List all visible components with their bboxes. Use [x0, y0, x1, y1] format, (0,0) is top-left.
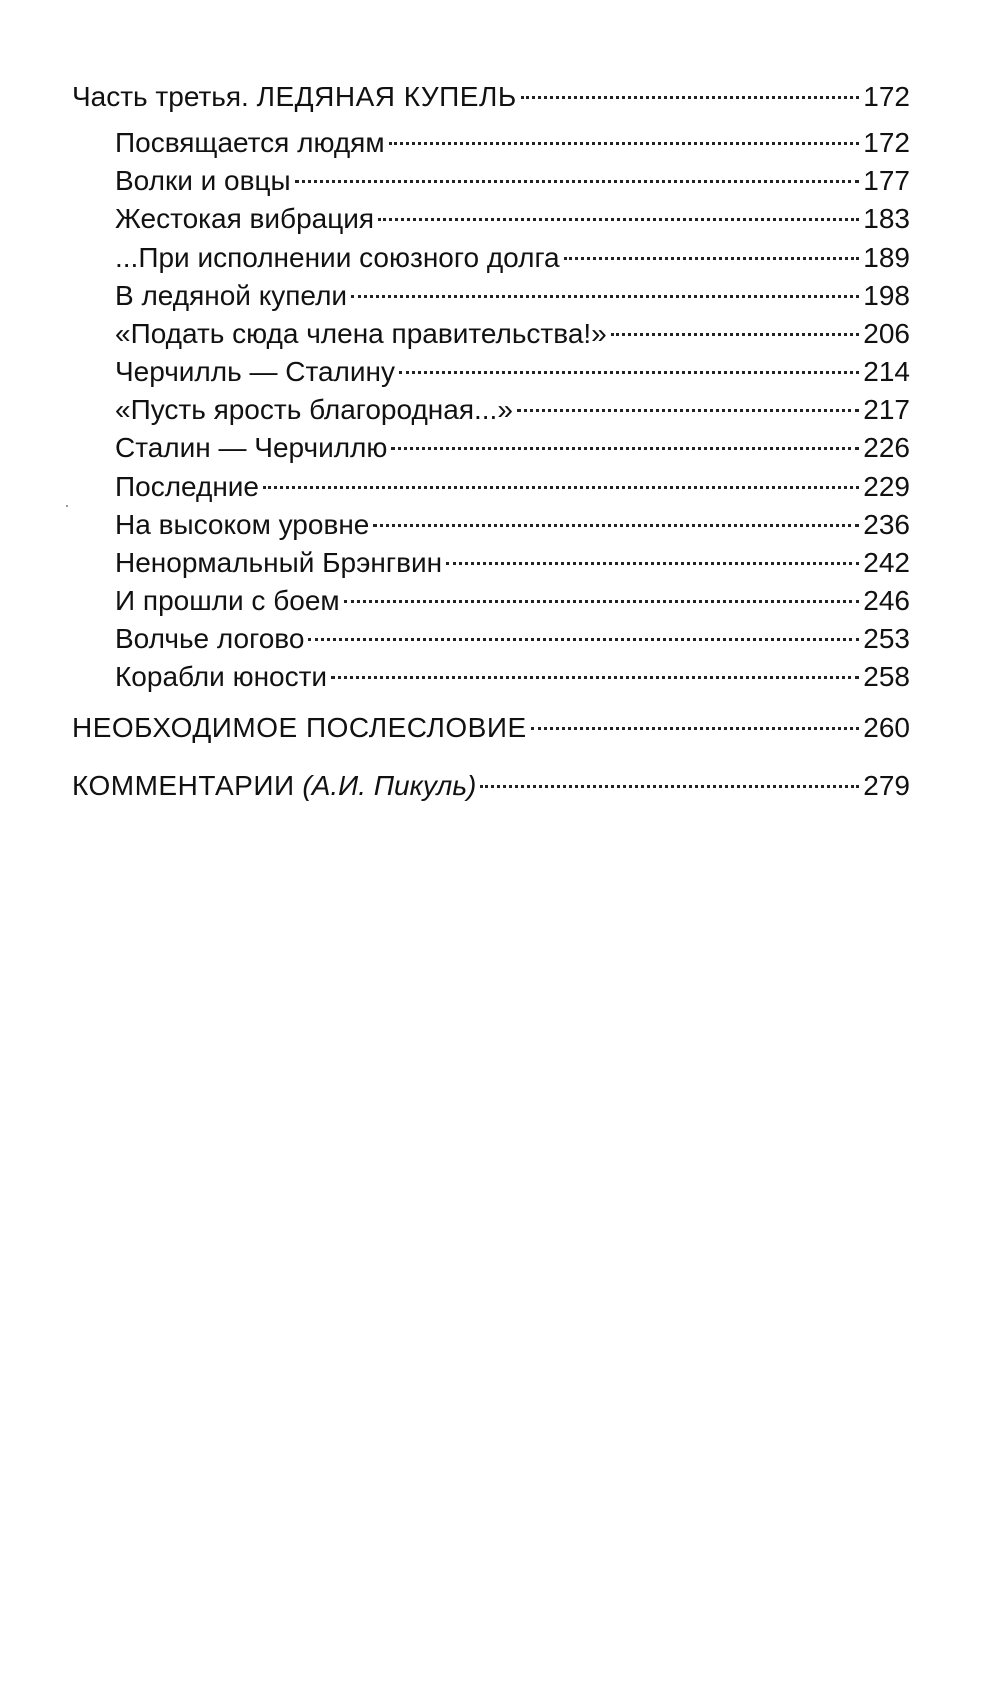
- dot-leader: [399, 371, 859, 374]
- toc-page-number: 214: [863, 356, 910, 387]
- toc-chapter-title: Волчье логово: [115, 623, 305, 654]
- toc-chapter-title: «Подать сюда члена правительства!»: [115, 318, 607, 349]
- toc-part-prefix: Часть третья.: [72, 81, 257, 112]
- toc-part-entry: [72, 78, 910, 116]
- toc-page-number: 258: [863, 661, 910, 692]
- toc-chapter-entry: [115, 658, 910, 696]
- toc-afterword-title: НЕОБХОДИМОЕ ПОСЛЕСЛОВИЕ: [72, 712, 527, 743]
- toc-comments-title: [72, 767, 476, 805]
- scan-speck: [66, 505, 68, 507]
- toc-chapter-title: В ледяной купели: [115, 280, 348, 311]
- dot-leader: [344, 600, 860, 603]
- toc-chapter-title: «Пусть ярость благородная...»: [115, 394, 513, 425]
- toc-comments-label: КОММЕНТАРИИ: [72, 770, 295, 801]
- toc-page-number: 206: [863, 318, 910, 349]
- toc-chapter-title: И прошли с боем: [115, 585, 340, 616]
- toc-page-number: 189: [863, 242, 910, 273]
- toc-chapter-title: Ненормальный Брэнгвин: [115, 547, 443, 578]
- toc-page-number: 236: [863, 509, 910, 540]
- dot-leader: [351, 295, 859, 298]
- toc-chapter-entry: [115, 620, 910, 658]
- toc-chapter-entry: [115, 506, 910, 544]
- toc-page-number: 242: [863, 547, 910, 578]
- toc-chapter-title: Посвящается людям: [115, 127, 385, 158]
- toc-chapter-entry: [115, 315, 910, 353]
- toc-page-number: 177: [863, 165, 910, 196]
- toc-chapter-entry: [115, 429, 910, 467]
- dot-leader: [295, 180, 860, 183]
- toc-chapter-title: Жестокая вибрация: [115, 203, 375, 234]
- dot-leader: [564, 257, 860, 260]
- toc-page-number: 198: [863, 280, 910, 311]
- toc-comments-author: (А.И. Пикуль): [302, 770, 477, 801]
- dot-leader: [378, 218, 859, 221]
- toc-chapter-entry: [115, 544, 910, 582]
- toc-chapter-entry: [115, 124, 910, 162]
- toc-chapter-entry: [115, 353, 910, 391]
- dot-leader: [517, 409, 859, 412]
- toc-chapter-entry: [115, 239, 910, 277]
- toc-page-number: 246: [863, 585, 910, 616]
- toc-page-number: 260: [863, 712, 910, 743]
- toc-part-title: [72, 78, 517, 116]
- toc-chapter-entry: [115, 200, 910, 238]
- toc-chapter-entry: [115, 162, 910, 200]
- toc-part-name: ЛЕДЯНАЯ КУПЕЛЬ: [256, 81, 517, 112]
- dot-leader: [263, 486, 859, 489]
- toc-page-number: 217: [863, 394, 910, 425]
- toc-comments-entry: [72, 767, 910, 805]
- dot-leader: [308, 638, 859, 641]
- dot-leader: [389, 142, 860, 145]
- toc-page-number: 183: [863, 203, 910, 234]
- dot-leader: [373, 524, 859, 527]
- toc-page-number: 229: [863, 471, 910, 502]
- toc-page-number: 172: [863, 81, 910, 112]
- dot-leader: [391, 447, 859, 450]
- dot-leader: [446, 562, 859, 565]
- toc-page-number: 253: [863, 623, 910, 654]
- toc-afterword-entry: [72, 709, 910, 747]
- toc-chapter-title: На высоком уровне: [115, 509, 370, 540]
- toc-chapter-entry: [115, 391, 910, 429]
- toc-chapter-entry: [115, 277, 910, 315]
- toc-chapter-entry: [115, 582, 910, 620]
- toc-chapter-entry: [115, 468, 910, 506]
- toc-chapter-title: Сталин — Черчиллю: [115, 432, 388, 463]
- toc-chapter-title: ...При исполнении союзного долга: [115, 242, 560, 273]
- toc-chapter-title: Корабли юности: [115, 661, 328, 692]
- toc-chapter-title: Черчилль — Сталину: [115, 356, 395, 387]
- toc-page-number: 172: [863, 127, 910, 158]
- dot-leader: [331, 676, 859, 679]
- dot-leader: [521, 96, 860, 99]
- toc-page-number: 226: [863, 432, 910, 463]
- toc-chapter-title: Последние: [115, 471, 260, 502]
- dot-leader: [531, 727, 860, 730]
- dot-leader: [480, 785, 859, 788]
- toc-chapter-title: Волки и овцы: [115, 165, 291, 196]
- toc-page-number: 279: [863, 770, 910, 801]
- dot-leader: [611, 333, 860, 336]
